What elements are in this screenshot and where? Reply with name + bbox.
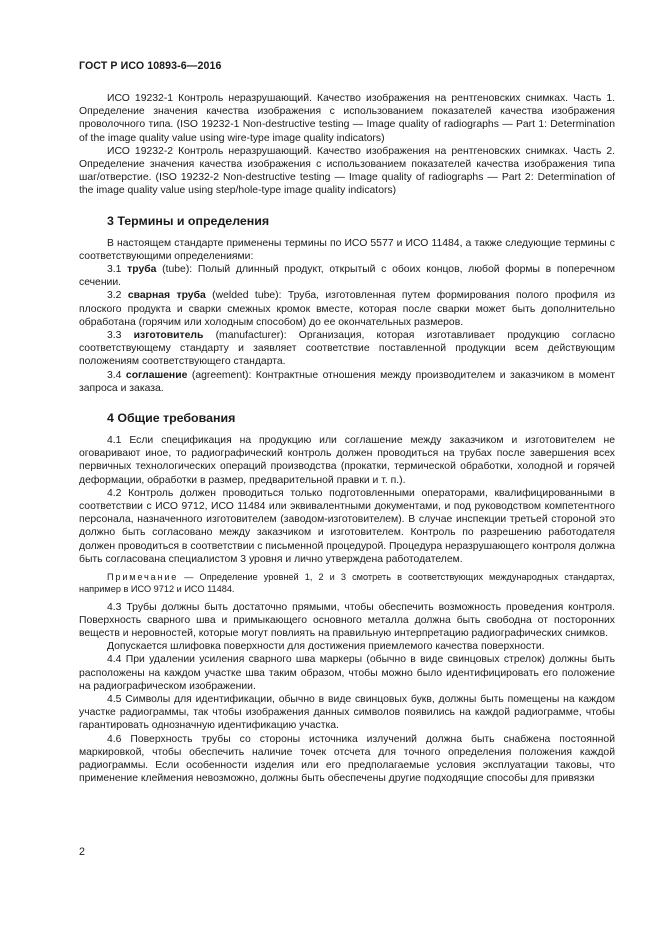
term-3-3: 3.3 изготовитель (manufacturer): Организация, которая изготавливает продукцию согласно соответствующему стандарту и заявляет соответствие поставленной продукции всем действующим положениям соответствующего стандарта. (79, 330, 616, 368)
note-label: Примечание (107, 572, 179, 583)
page-content (79, 92, 615, 785)
clause-4-3: 4.3 Трубы должны быть достаточно прямыми, чтобы обеспечить возможность проведения контроля. Поверхность сварного шва и примыкающего основного металла должна быть свободна от посторонних веществ и неровностей, которые могут повлиять на правильную интерпретацию радиографических снимков. (79, 601, 615, 639)
term-3-2: 3.2 сварная труба (welded tube): Труба, изготовленная путем формирования полого профиля из плоского продукта и сварки смежных кромок вместе, которая после сварки может быть дополнительно обработана (горячим или холодным способом) до ее окончательных размеров. (79, 290, 616, 328)
section-3-heading: 3 Термины и определения (107, 213, 270, 228)
document-header: ГОСТ Р ИСО 10893-6—2016 (79, 60, 222, 72)
note-text: — Определение уровней 1, 2 и 3 смотреть в соответствующих международных стандартах, например в ИСО 9712 и ИСО 11484. (79, 572, 615, 595)
clause-4-3-grinding: Допускается шлифовка поверхности для достижения приемлемого качества поверхности. (107, 641, 545, 653)
clause-4-6: 4.6 Поверхность трубы со стороны источника излучений должна быть снабжена постоянной маркировкой, чтобы обеспечить наличие точек отсчета для точного определения положения каждой радиограммы. Если особенности изделия или его предполагаемые условия эксплуатации таковы, что применение клеймения невозможно, должны быть обеспечены другие подходящие способы для привязки (79, 733, 615, 785)
reference-iso-19232-2: ИСО 19232-2 Контроль неразрушающий. Качество изображения на рентгеновских снимках. Часть 2. Определение значения качества изображения с использованием показателей качества изображения типа шаг/отверстие. (ISO 19232-2 Non-destructive testing — Image quality of radiographs — Part 2: Determination of the image quality value using step/hole-type image quality indicators) (79, 145, 615, 197)
reference-iso-19232-1: ИСО 19232-1 Контроль неразрушающий. Качество изображения на рентгеновских снимках. Часть 1. Определение значения качества изображения с использованием показателей качества изображения проволочного типа. (ISO 19232-1 Non-destructive testing — Image quality of radiographs — Part 1: Determination of the image quality value using wire-type image quality indicators) (79, 93, 615, 144)
term-3-4: 3.4 соглашение (agreement): Контрактные отношения между производителем и заказчиком в момент запроса и заказа. (79, 369, 615, 394)
term-name: труба (127, 264, 157, 276)
clause-4-2: 4.2 Контроль должен проводиться только подготовленными операторами, квалифицированными в соответствии с ИСО 9712, ИСО 11484 или эквивалентными документами, и под руководством компетентного персонала, назначенного изготовителем (заводом-изготовителем). В случае инспекции третьей стороной это должно быть согласовано между заказчиком и изготовителем. Контроль по разрешению работодателя должен проводиться в соответствии с письменной процедурой. Процедура неразрушающего контроля должна быть согласована специалистом 3 уровня и лично утверждена работодателем. (79, 487, 615, 565)
section-4-heading: 4 Общие требования (107, 411, 236, 426)
note (79, 571, 615, 595)
clause-4-5: 4.5 Символы для идентификации, обычно в виде свинцовых букв, должны быть помещены на каждом участке радиограммы, так чтобы изображения данных символов появились на каждой радиограмме, чтобы гарантировать однозначную идентификацию участка. (79, 693, 615, 732)
term-name: сварная труба (127, 290, 206, 302)
term-name: соглашение (125, 369, 188, 381)
term-name: изготовитель (133, 330, 204, 342)
clause-4-1: 4.1 Если спецификация на продукцию или соглашение между заказчиком и изготовителем не оговаривают иное, то радиографический контроль должен проводиться на трубах после завершения всех первичных технологических операций производства (прокатки, термической обработки, холодной и горячей деформации, обработки в размер, предварительной правки и т. п.). (79, 435, 615, 486)
section-3-intro: В настоящем стандарте применены термины по ИСО 5577 и ИСО 11484, а также следующие термины с соответствующими определениями: (79, 237, 615, 262)
term-3-1: 3.1 труба (tube): Полый длинный продукт, открытый с обоих концов, любой формы в поперечном сечении. (79, 264, 615, 289)
page-number: 2 (79, 846, 85, 858)
clause-4-4: 4.4 При удалении усиления сварного шва маркеры (обычно в виде свинцовых стрелок) должны быть расположены на каждом участке шва таким образом, чтобы можно было идентифицировать его положение на радиографическом изображении. (79, 654, 615, 692)
